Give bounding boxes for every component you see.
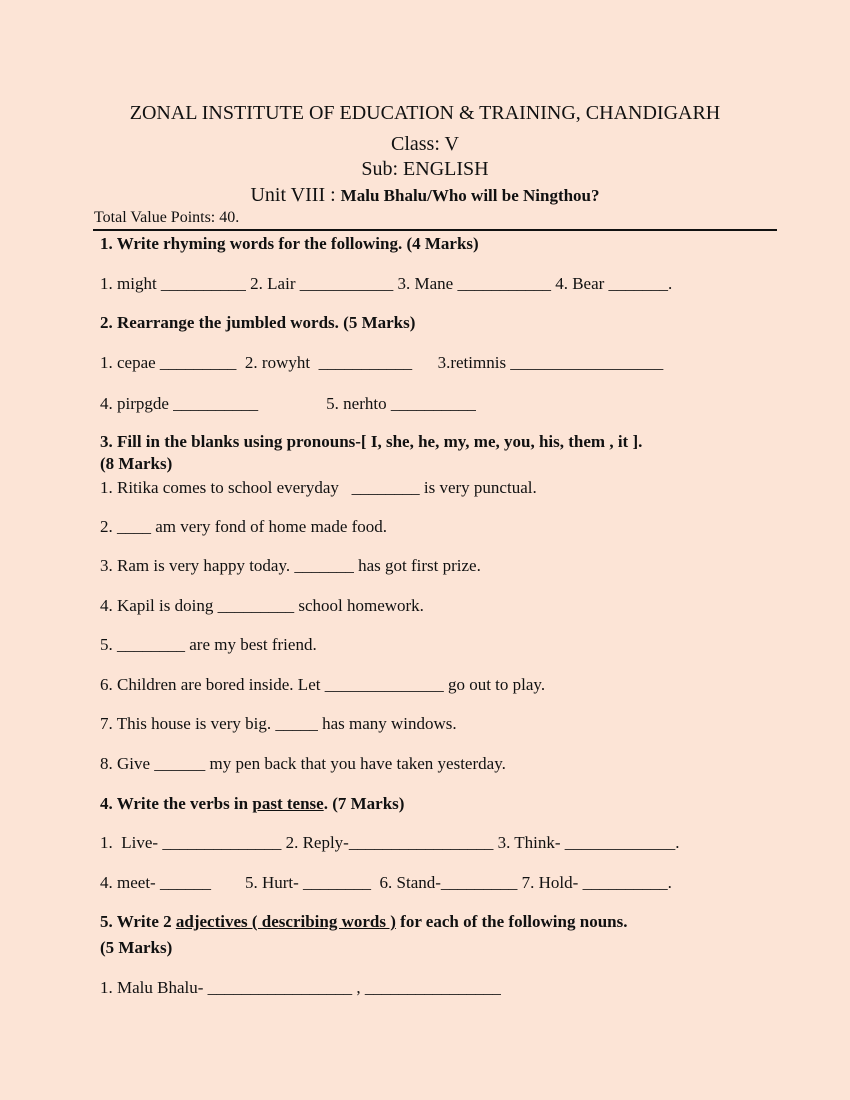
q1-heading-marks: . (4 Marks) bbox=[397, 234, 479, 253]
q3-item-6: 6. Children are bored inside. Let ______________ go out to play. bbox=[100, 675, 546, 694]
unit-line bbox=[0, 183, 850, 208]
q3-heading: 3. Fill in the blanks using pronouns-[ I, she, he, my, me, you, his, them , it ]. bbox=[100, 432, 643, 451]
q4-heading-marks: . (7 Marks) bbox=[323, 794, 405, 813]
q4-items-row1: 1. Live- ______________ 2. Reply-_________________ 3. Think- _____________. bbox=[100, 833, 680, 852]
q5-heading-rest: for each of the following nouns. bbox=[395, 912, 628, 931]
q3-marks: (8 Marks) bbox=[100, 454, 173, 473]
q3-item-4: 4. Kapil is doing _________ school homework. bbox=[100, 596, 424, 615]
q5-marks: (5 Marks) bbox=[100, 938, 173, 957]
unit-prefix: Unit VIII : bbox=[250, 184, 341, 206]
q5-heading bbox=[100, 911, 627, 933]
class-line: Class: V bbox=[391, 133, 459, 155]
q5-items-row1: 1. Malu Bhalu- _________________ , ________________ bbox=[100, 978, 501, 997]
q5-heading-text: 5. Write 2 bbox=[100, 912, 176, 931]
q4-heading bbox=[100, 793, 404, 815]
q4-items-row2: 4. meet- ______ 5. Hurt- ________ 6. Stand-_________ 7. Hold- __________. bbox=[100, 873, 672, 892]
q3-item-5: 5. ________ are my best friend. bbox=[100, 635, 317, 654]
q2-items-row2: 4. pirpgde __________ 5. nerhto __________ bbox=[100, 394, 476, 413]
subject-line: Sub: ENGLISH bbox=[361, 158, 489, 180]
q1-items: 1. might __________ 2. Lair ___________ 3. Mane ___________ 4. Bear _______. bbox=[100, 274, 673, 293]
total-points: Total Value Points: 40. bbox=[94, 209, 240, 226]
institute-title: ZONAL INSTITUTE OF EDUCATION & TRAINING, CHANDIGARH bbox=[129, 102, 721, 124]
q4-heading-underlined: past tense bbox=[252, 794, 324, 813]
q4-heading-text: 4. Write the verbs in bbox=[100, 794, 253, 813]
q1-heading bbox=[100, 233, 479, 255]
header-rule bbox=[93, 229, 777, 231]
q3-item-8: 8. Give ______ my pen back that you have taken yesterday. bbox=[100, 754, 506, 773]
q3-item-2: 2. ____ am very fond of home made food. bbox=[100, 517, 388, 536]
q3-item-7: 7. This house is very big. _____ has many windows. bbox=[100, 714, 457, 733]
q3-item-1: 1. Ritika comes to school everyday ________ is very punctual. bbox=[100, 478, 537, 497]
q3-item-3: 3. Ram is very happy today. _______ has got first prize. bbox=[100, 556, 481, 575]
q5-heading-underlined: adjectives ( describing words ) bbox=[175, 912, 396, 931]
q2-items-row1: 1. cepae _________ 2. rowyht ___________ 3.retimnis __________________ bbox=[100, 353, 664, 372]
q2-heading: 2. Rearrange the jumbled words. (5 Marks) bbox=[100, 313, 416, 332]
q1-heading-text: 1. Write rhyming words for the following bbox=[100, 234, 398, 253]
unit-title: Malu Bhalu/Who will be Ningthou? bbox=[340, 186, 600, 205]
